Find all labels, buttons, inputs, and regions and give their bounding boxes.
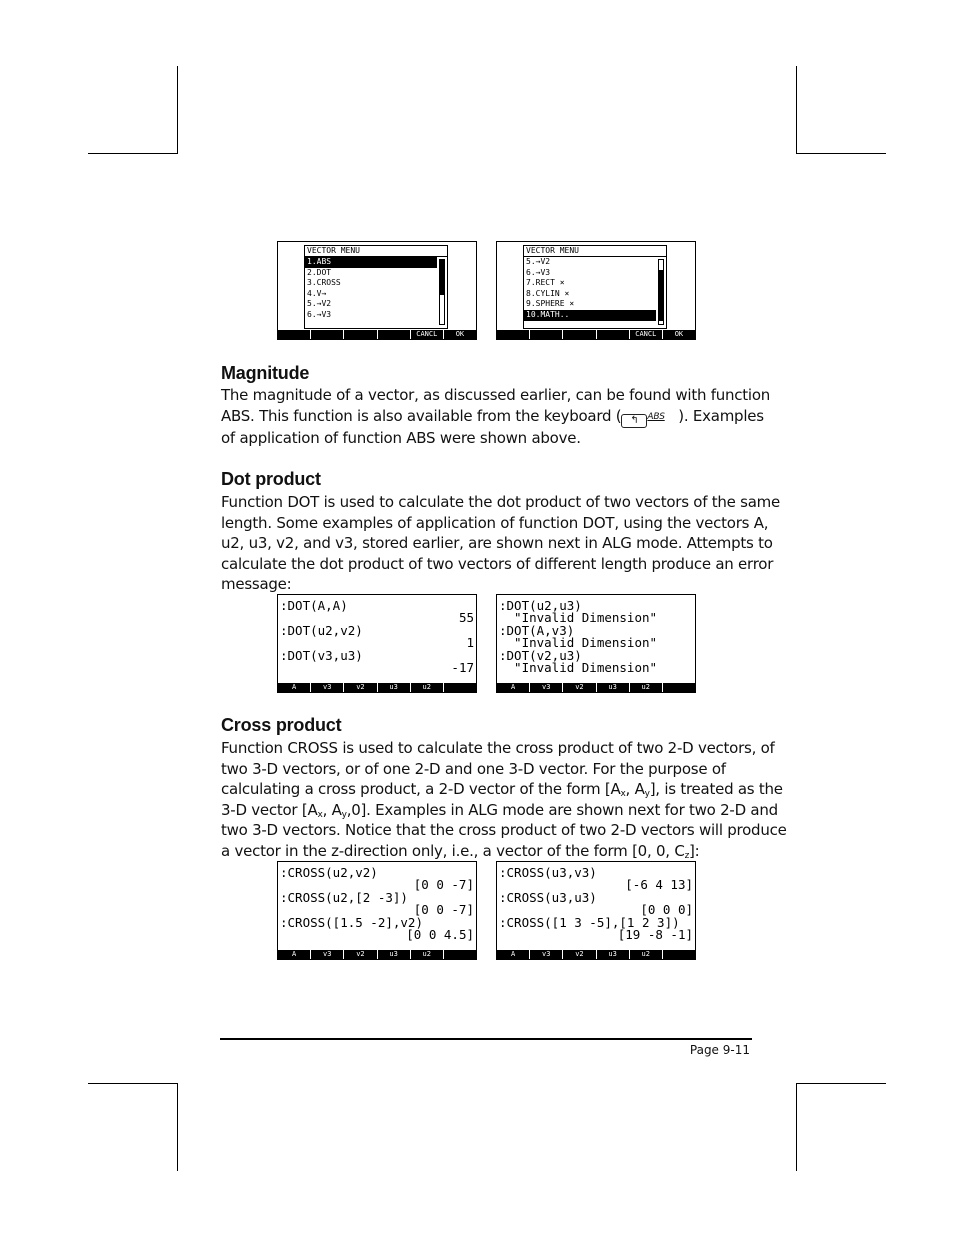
stack-line: :DOT(u2,v2)	[280, 622, 363, 638]
text-line: two 3-D vectors. Notice that the cross product of two 2-D vectors will produce	[221, 821, 787, 839]
softkey[interactable]: u3	[596, 950, 629, 959]
softkey[interactable]	[596, 330, 629, 339]
stack-line: -17	[451, 660, 474, 676]
text-line: u2, u3, v2, and v3, stored earlier, are shown next in ALG mode. Attempts to	[221, 534, 773, 552]
stack-line: "Invalid Dimension"	[499, 660, 658, 676]
stack-line: "Invalid Dimension"	[499, 635, 658, 651]
crop-mark	[177, 66, 178, 154]
choose-box	[304, 245, 448, 329]
menu-item[interactable]: 5.→V2	[307, 299, 332, 309]
stack-line: :CROSS([1.5 -2],v2)	[280, 914, 423, 930]
text-run: , A	[625, 780, 645, 798]
menu-item[interactable]: 1.ABS	[305, 257, 437, 268]
stack-line: [0 0 4.5]	[406, 927, 474, 943]
softkey[interactable]: v2	[562, 950, 595, 959]
softkey[interactable]: u2	[410, 683, 443, 692]
softkey-ok[interactable]: OK	[662, 330, 695, 339]
softkey[interactable]: A	[510, 950, 516, 958]
choose-box	[523, 245, 667, 329]
softkey[interactable]: u2	[629, 950, 662, 959]
stack-display	[280, 867, 474, 941]
stack-line: :DOT(u2,u3)	[499, 598, 582, 613]
softkey[interactable]: u3	[377, 950, 410, 959]
text-line: Function DOT is used to calculate the dot product of two vectors of the same	[221, 493, 781, 511]
stack-line: 55	[458, 610, 474, 626]
menu-item[interactable]: 3.CROSS	[307, 278, 341, 288]
stack-line: [0 0 0]	[640, 902, 693, 918]
crop-mark	[88, 1083, 178, 1084]
stack-display	[280, 600, 474, 674]
calculator-screen-cross-3d	[496, 861, 696, 960]
stack-line: :DOT(A,v3)	[499, 622, 575, 638]
softkey[interactable]: v2	[343, 683, 376, 692]
crop-mark	[796, 1083, 797, 1171]
section-heading-dot-product: Dot product	[221, 469, 321, 489]
text-run: , A	[322, 800, 342, 819]
softkey[interactable]: v3	[529, 950, 562, 959]
softkey[interactable]	[343, 330, 376, 339]
softkey[interactable]	[562, 330, 595, 339]
softkey-bar	[497, 330, 695, 339]
stack-line: :DOT(v3,u3)	[280, 647, 363, 663]
menu-item[interactable]: 8.CYLIN ×	[526, 288, 570, 298]
scrollbar[interactable]	[439, 259, 445, 325]
subscript: x	[620, 789, 626, 799]
softkey[interactable]: u3	[377, 683, 410, 692]
softkey-cancel[interactable]: CANCL	[629, 330, 662, 339]
text-line: length. Some examples of application of function DOT, using the vectors A,	[221, 513, 769, 532]
page-number: Page 9-11	[689, 1043, 750, 1057]
softkey[interactable]	[443, 950, 476, 959]
stack-display	[499, 867, 693, 941]
menu-item[interactable]: 4.V→	[307, 288, 327, 298]
section-heading-cross-product: Cross product	[221, 715, 342, 735]
stack-line: :CROSS(u2,v2)	[280, 865, 378, 880]
stack-line: :CROSS(u3,v3)	[499, 865, 597, 880]
softkey[interactable]	[662, 683, 695, 692]
calculator-screen-vector-menu	[277, 241, 477, 340]
softkey[interactable]: A	[291, 950, 297, 958]
text-run: ABS. This function is also available from the keyboard (	[221, 406, 622, 425]
scroll-thumb[interactable]	[440, 260, 444, 295]
softkey-cancel[interactable]: CANCL	[410, 330, 443, 339]
text-line	[221, 406, 764, 428]
stack-line: :CROSS(u2,[2 -3])	[280, 889, 408, 905]
stack-line: 1	[466, 635, 474, 651]
cross-paragraph	[221, 738, 787, 861]
softkey[interactable]: A	[291, 683, 297, 691]
softkey[interactable]	[278, 330, 310, 339]
menu-item[interactable]: 2.DOT	[307, 267, 332, 277]
text-line: Function CROSS is used to calculate the cross product of two 2-D vectors, of	[221, 739, 775, 757]
footer-rule	[220, 1038, 752, 1040]
stack-line: [-6 4 13]	[625, 877, 693, 893]
text-line: The magnitude of a vector, as discussed earlier, can be found with function	[221, 386, 771, 404]
softkey[interactable]	[529, 330, 562, 339]
dot-paragraph	[221, 492, 781, 595]
softkey-bar	[497, 683, 695, 692]
calculator-screen-dot-examples	[277, 594, 477, 693]
text-run: ). Examples	[678, 406, 764, 425]
softkey-bar	[278, 330, 476, 339]
menu-item[interactable]: 9.SPHERE ×	[526, 299, 575, 309]
text-run: ], is treated as the	[649, 780, 783, 798]
text-run: ,0]. Examples in ALG mode are shown next for two 2-D and	[346, 800, 778, 819]
softkey[interactable]: v2	[343, 950, 376, 959]
text-run: calculating a cross product, a 2-D vector of the form [A	[221, 780, 621, 798]
menu-item[interactable]: 10.MATH..	[524, 310, 656, 321]
calculator-screen-cross-2d	[277, 861, 477, 960]
text-line: of application of function ABS were shown above.	[221, 428, 581, 447]
softkey[interactable]: v3	[310, 950, 343, 959]
softkey[interactable]: v3	[529, 683, 562, 692]
magnitude-paragraph	[221, 385, 771, 448]
softkey[interactable]	[497, 330, 529, 339]
softkey-bar	[278, 950, 476, 959]
text-run: a vector in the z-direction only, i.e., a vector of the form [0, 0, C	[221, 841, 685, 860]
softkey[interactable]	[377, 330, 410, 339]
text-line: message:	[221, 575, 292, 593]
softkey-ok[interactable]: OK	[443, 330, 476, 339]
stack-line: :CROSS([1 3 -5],[1 2 3])	[499, 914, 680, 930]
stack-display	[499, 600, 693, 674]
crop-mark	[796, 66, 797, 154]
menu-item[interactable]: 6.→V3	[526, 267, 551, 277]
calculator-screen-vector-menu	[496, 241, 696, 340]
crop-mark	[88, 153, 178, 154]
stack-line: [0 0 -7]	[413, 902, 474, 918]
text-line: two 3-D vectors, or of one 2-D and one 3-D vector. For the purpose of	[221, 759, 726, 778]
softkey[interactable]: A	[510, 683, 516, 691]
scroll-thumb[interactable]	[659, 270, 663, 321]
text-line: calculate the dot product of two vectors of different length produce an error	[221, 554, 774, 573]
stack-line: "Invalid Dimension"	[499, 610, 658, 626]
softkey-bar	[497, 950, 695, 959]
softkey[interactable]: u2	[410, 950, 443, 959]
subscript: y	[644, 789, 650, 799]
stack-line: :CROSS(u3,u3)	[499, 889, 597, 905]
text-line	[221, 800, 778, 821]
stack-line: [0 0 -7]	[413, 877, 474, 893]
softkey-bar	[278, 683, 476, 692]
text-line	[221, 779, 783, 800]
left-shift-key-icon: ↰	[621, 414, 647, 428]
subscript: z	[684, 850, 690, 861]
section-heading-magnitude: Magnitude	[221, 363, 310, 383]
crop-mark	[796, 1083, 886, 1084]
calculator-screen-dot-errors	[496, 594, 696, 693]
softkey[interactable]	[443, 683, 476, 692]
softkey[interactable]: u2	[629, 683, 662, 692]
subscript: x	[317, 809, 323, 820]
crop-mark	[177, 1083, 178, 1171]
softkey[interactable]	[662, 950, 695, 959]
abs-key-icon: ABS	[647, 411, 665, 422]
softkey[interactable]: u3	[596, 683, 629, 692]
text-run: 3-D vector [A	[221, 800, 318, 819]
stack-line: [19 -8 -1]	[617, 927, 693, 943]
menu-item[interactable]: 6.→V3	[307, 309, 332, 319]
menu-title: VECTOR MENU	[305, 246, 447, 257]
menu-item[interactable]: 7.RECT ×	[526, 278, 565, 288]
softkey[interactable]	[310, 330, 343, 339]
text-run: ]:	[689, 841, 700, 860]
stack-line: :DOT(v2,u3)	[499, 647, 582, 663]
stack-line: :DOT(A,A)	[280, 598, 348, 613]
menu-item[interactable]: 5.→V2	[526, 257, 551, 266]
scrollbar[interactable]	[658, 259, 664, 325]
subscript: y	[341, 809, 347, 820]
softkey[interactable]: v2	[562, 683, 595, 692]
softkey[interactable]: v3	[310, 683, 343, 692]
menu-title: VECTOR MENU	[524, 246, 666, 257]
crop-mark	[796, 153, 886, 154]
text-line	[221, 841, 756, 862]
